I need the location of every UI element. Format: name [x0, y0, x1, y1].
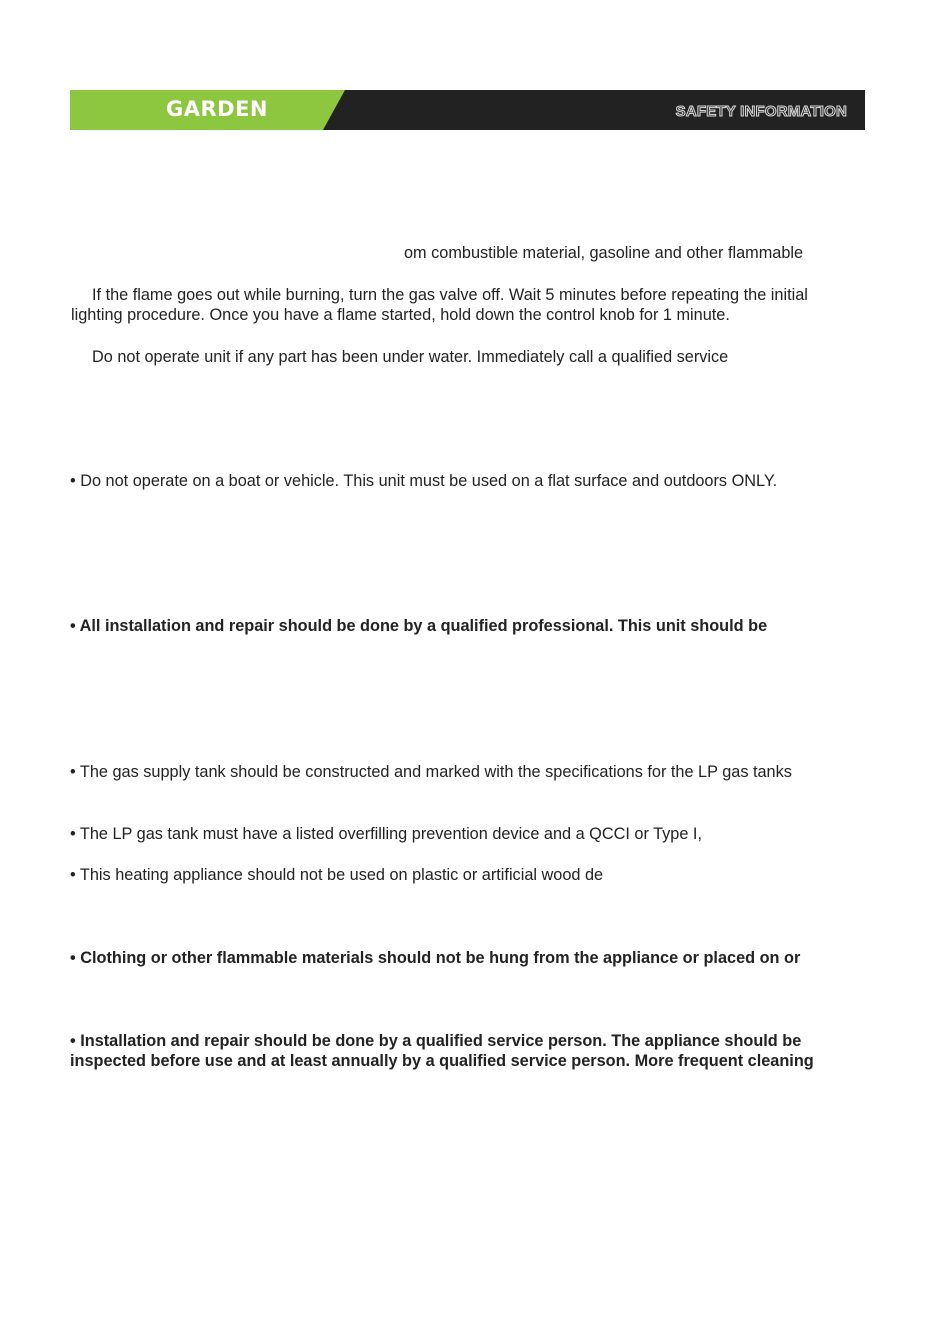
brand-logo: GARDEN [166, 97, 269, 121]
bullet-item: • All installation and repair should be done by a qualified professional. This unit should be [70, 617, 768, 635]
text-line: If the flame goes out while burning, turn the gas valve off. Wait 5 minutes before repeating the initial [92, 286, 808, 304]
bullet-item: • Clothing or other flammable materials should not be hung from the appliance or placed on or [70, 949, 801, 967]
bullet-item: • This heating appliance should not be used on plastic or artificial wood de [70, 866, 604, 884]
bullet-item: • The LP gas tank must have a listed overfilling prevention device and a QCCI or Type I, [70, 825, 702, 843]
text-line: om combustible material, gasoline and other flammable [404, 244, 804, 262]
text-line: Do not operate unit if any part has been under water. Immediately call a qualified service [92, 348, 729, 366]
bullet-item: • The gas supply tank should be constructed and marked with the specifications for the LP gas tanks [70, 763, 792, 781]
bullet-item: • Do not operate on a boat or vehicle. This unit must be used on a flat surface and outdoors ONLY. [70, 472, 778, 490]
header-banner [70, 90, 865, 130]
text-line: lighting procedure. Once you have a flame started, hold down the control knob for 1 minute. [71, 306, 730, 324]
section-title: SAFETY INFORMATION [675, 103, 847, 120]
text-line: inspected before use and at least annually by a qualified service person. More frequent cleaning [70, 1052, 814, 1070]
bullet-item: • Installation and repair should be done by a qualified service person. The appliance should be [70, 1032, 802, 1050]
